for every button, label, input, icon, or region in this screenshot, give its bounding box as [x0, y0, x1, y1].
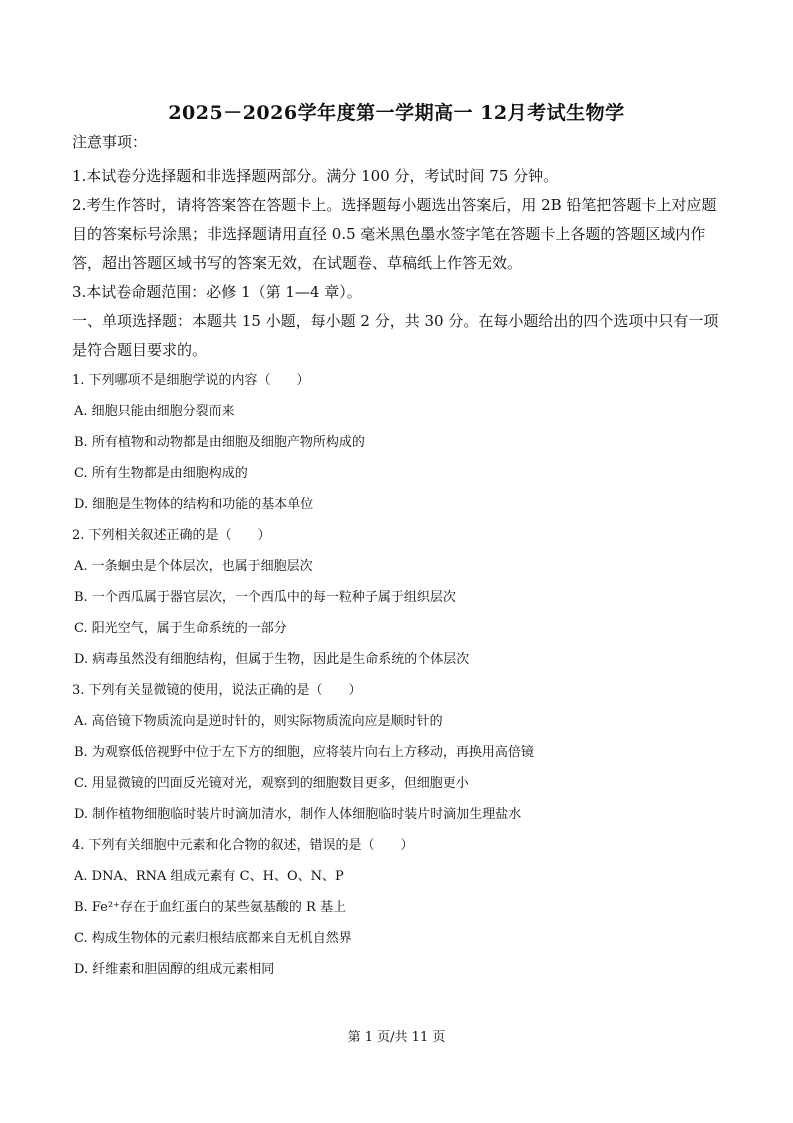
question-4 — [72, 830, 724, 985]
page-content — [72, 132, 724, 985]
option-a: A. 高倍镜下物质流向是逆时针的，则实际物质流向应是顺时针的 — [74, 714, 443, 729]
section-heading: 一、单项选择题：本题共 15 小题，每小题 2 分，共 30 分。在每小题给出的四个选项中只有一项是符合题目要求的。 — [72, 312, 719, 359]
option-d: D. 细胞是生物体的结构和功能的基本单位 — [74, 497, 314, 512]
notice-item-1: 1.本试卷分选择题和非选择题两部分。满分 100 分，考试时间 75 分钟。 — [72, 167, 559, 185]
question-2 — [72, 520, 724, 675]
option-c: C. 构成生物体的元素归根结底都来自无机自然界 — [74, 931, 352, 946]
option-c: C. 所有生物都是由细胞构成的 — [74, 466, 248, 481]
option-d: D. 病毒虽然没有细胞结构，但属于生物，因此是生命系统的个体层次 — [74, 652, 470, 667]
option-d: D. 制作植物细胞临时装片时滴加清水，制作人体细胞临时装片时滴加生理盐水 — [74, 807, 522, 822]
option-b: B. 所有植物和动物都是由细胞及细胞产物所构成的 — [74, 435, 365, 450]
option-a: A. 一条蛔虫是个体层次，也属于细胞层次 — [74, 559, 313, 574]
option-c: C. 阳光空气，属于生命系统的一部分 — [74, 621, 287, 636]
question-stem: 1. 下列哪项不是细胞学说的内容（ ） — [72, 373, 310, 388]
option-b: B. 为观察低倍视野中位于左下方的细胞，应将装片向右上方移动，再换用高倍镜 — [74, 745, 534, 760]
page-title: 2025－2026学年度第一学期高一 12月考试生物学 — [168, 102, 625, 124]
option-a: A. 细胞只能由细胞分裂而来 — [74, 404, 235, 419]
option-c: C. 用显微镜的凹面反光镜对光，观察到的细胞数目更多，但细胞更小 — [74, 776, 469, 791]
question-stem: 2. 下列相关叙述正确的是（ ） — [72, 528, 271, 543]
notice-item-3: 3.本试卷命题范围：必修 1（第 1—4 章）。 — [72, 283, 362, 301]
notice-heading: 注意事项： — [72, 133, 148, 151]
option-b: B. Fe²⁺存在于血红蛋白的某些氨基酸的 R 基上 — [74, 900, 346, 915]
page-footer: 第 1 页/共 11 页 — [347, 1030, 446, 1045]
question-3 — [72, 675, 724, 830]
option-b: B. 一个西瓜属于器官层次，一个西瓜中的每一粒种子属于组织层次 — [74, 590, 456, 605]
question-stem: 4. 下列有关细胞中元素和化合物的叙述，错误的是（ ） — [72, 838, 414, 853]
question-stem: 3. 下列有关显微镜的使用，说法正确的是（ ） — [72, 683, 362, 698]
option-d: D. 纤维素和胆固醇的组成元素相同 — [74, 962, 275, 977]
option-a: A. DNA、RNA 组成元素有 C、H、O、N、P — [74, 869, 344, 884]
question-1 — [72, 365, 724, 520]
notice-item-2: 2.考生作答时，请将答案答在答题卡上。选择题每小题选出答案后，用 2B 铅笔把答题卡上对应题目的答案标号涂黑；非选择题请用直径 0.5 毫米黑色墨水签字笔在答题卡上各题的答题区域内作答，超出答题区域书写的答案无效，在试题卷、草稿纸上作答无效。 — [72, 196, 717, 272]
